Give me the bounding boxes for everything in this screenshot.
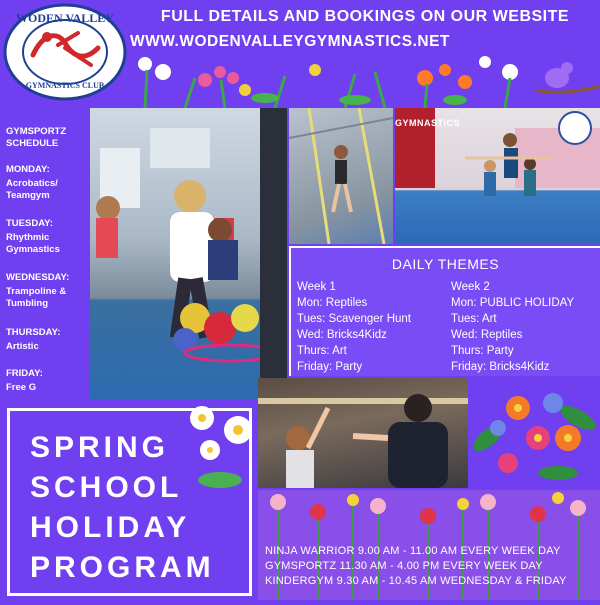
gymsportz-schedule xyxy=(0,108,88,400)
session-line: KINDERGYM 9.30 AM - 10.45 AM WEDNESDAY & FRIDAY xyxy=(265,575,567,587)
theme-entry: Thurs: Art xyxy=(297,345,347,357)
theme-entry: Tues: Scavenger Hunt xyxy=(297,313,411,325)
team-photo-banner: GYMNASTICS xyxy=(395,118,461,128)
logo-text-top: WODEN VALLEY xyxy=(16,11,114,25)
schedule-day: FRIDAY: xyxy=(6,368,43,379)
theme-entry: Thurs: Party xyxy=(451,345,514,357)
gymnasts-team-photo xyxy=(395,108,600,244)
bar-climber-photo xyxy=(289,108,393,244)
schedule-day: WEDNESDAY: xyxy=(6,272,70,283)
theme-entry: Wed: Bricks4Kidz xyxy=(297,329,387,341)
theme-entry: Wed: Reptiles xyxy=(451,329,523,341)
schedule-activity: Acrobatics/ Teamgym xyxy=(6,178,58,201)
program-title-line: SPRING xyxy=(30,431,170,464)
header-website-link[interactable]: WWW.WODENVALLEYGYMNASTICS.NET xyxy=(130,33,450,50)
theme-entry: Tues: Art xyxy=(451,313,497,325)
theme-entry: Week 1 xyxy=(297,281,336,293)
daisy-illustration xyxy=(180,400,260,490)
header-booking-text: FULL DETAILS AND BOOKINGS ON OUR WEBSITE xyxy=(160,8,570,25)
schedule-activity: Free G xyxy=(6,382,37,393)
session-line: GYMSPORTZ 11.30 AM - 4.00 PM EVERY WEEK DAY xyxy=(265,560,543,572)
logo-text-bottom: GYMNASTICS CLUB xyxy=(25,81,105,90)
schedule-day: TUESDAY: xyxy=(6,218,53,229)
program-title-line: SCHOOL xyxy=(30,471,183,504)
flower-cluster-illustration xyxy=(468,378,600,488)
schedule-activity: Rhythmic Gymnastics xyxy=(6,232,60,255)
header-flower-illustration xyxy=(125,50,600,108)
schedule-day: MONDAY: xyxy=(6,164,50,175)
theme-entry: Week 2 xyxy=(451,281,490,293)
coach-high-five-photo xyxy=(258,378,468,488)
schedule-activity: Trampoline & Tumbling xyxy=(6,286,67,309)
daily-themes-box xyxy=(289,246,600,376)
schedule-day: THURSDAY: xyxy=(6,327,61,338)
schedule-activity: Artistic xyxy=(6,341,39,352)
week1-column xyxy=(297,279,447,375)
week2-column xyxy=(451,279,600,375)
daily-themes-title: DAILY THEMES xyxy=(391,256,500,272)
program-title-line: HOLIDAY xyxy=(30,511,191,544)
schedule-title: GYMSPORTZ SCHEDULE xyxy=(6,126,67,149)
kids-balls-photo xyxy=(90,108,287,400)
theme-entry: Friday: Party xyxy=(297,361,363,373)
theme-entry: Friday: Bricks4Kidz xyxy=(451,361,550,373)
session-line: NINJA WARRIOR 9.00 AM - 11.00 AM EVERY WEEK DAY xyxy=(265,545,561,557)
theme-entry: Mon: PUBLIC HOLIDAY xyxy=(451,297,575,309)
program-title-line: PROGRAM xyxy=(30,551,215,584)
club-logo xyxy=(3,3,127,101)
theme-entry: Mon: Reptiles xyxy=(297,297,368,309)
